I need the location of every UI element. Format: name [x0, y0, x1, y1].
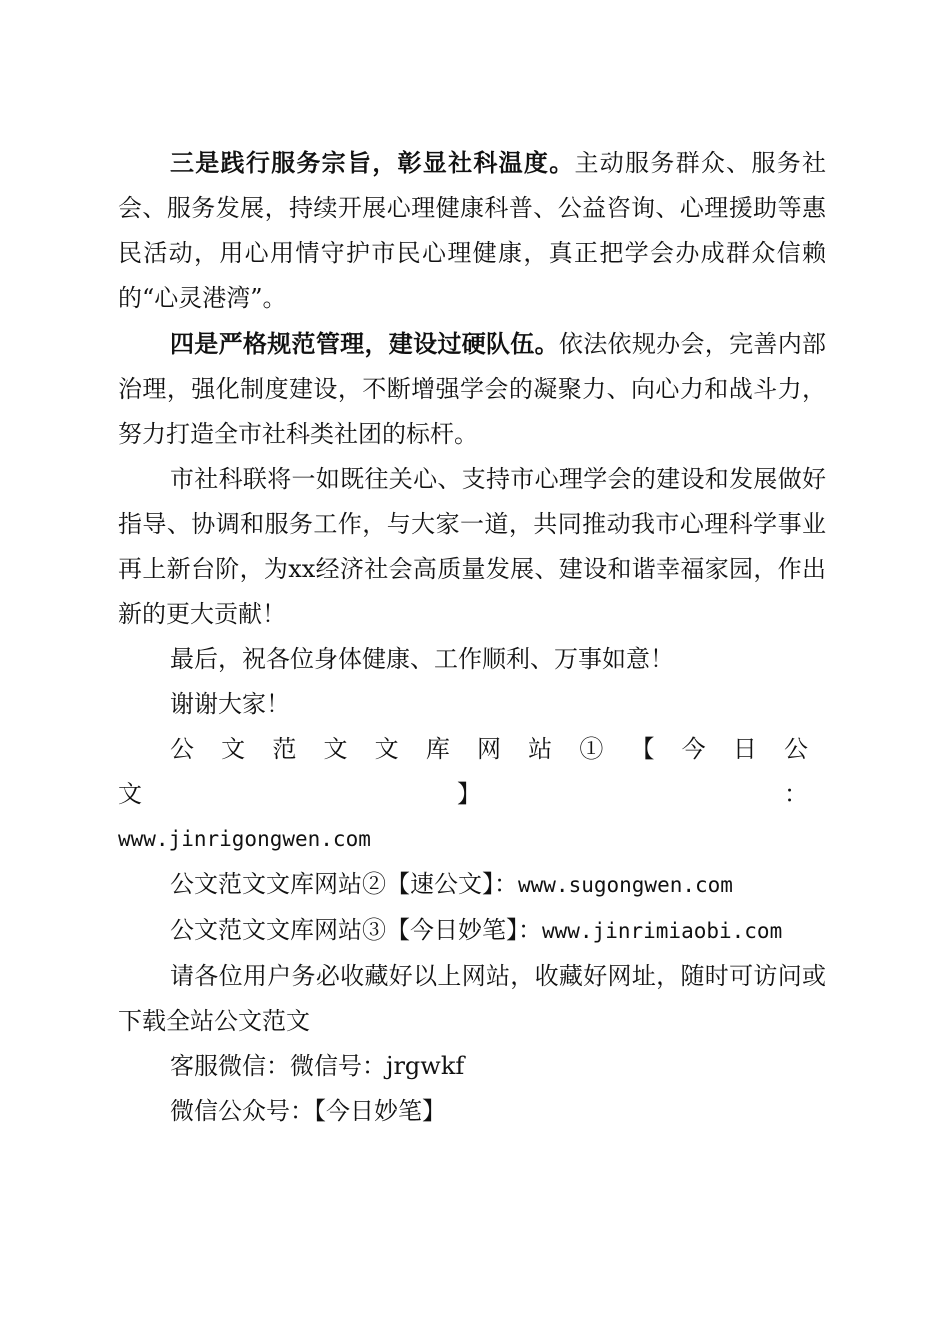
footer-site2-url: www.sugongwen.com: [518, 873, 733, 897]
document-body: [118, 140, 826, 1134]
paragraph-lead: 四是严格规范管理，建设过硬队伍。: [170, 329, 559, 358]
footer-site3-label: 公文范文文库网站③【今日妙笔】：: [170, 916, 542, 944]
footer-wechat-service: 客服微信：微信号：jrgwkf: [170, 1052, 465, 1080]
footer-site3-url: www.jinrimiaobi.com: [542, 919, 783, 943]
footer-site3: [118, 908, 826, 954]
paragraph-management: [118, 321, 826, 457]
footer-site2: [118, 862, 826, 908]
footer-site1-url: www.jinrigongwen.com: [118, 827, 371, 851]
paragraph-lead: 三是践行服务宗旨，彰显社科温度。: [170, 148, 575, 177]
paragraph-service: [118, 140, 826, 321]
paragraph-text: 依法依规办会，完善内部治理，强化制度建设，不断增强学会的凝聚力、向心力和战斗力，努力打造全市社科类社团的标杆。: [118, 330, 826, 448]
footer-notice: 请各位用户务必收藏好以上网站，收藏好网址，随时可访问或下载全站公文范文: [118, 962, 826, 1035]
paragraph-thanks: 谢谢大家！: [170, 690, 290, 718]
footer-site2-label: 公文范文文库网站②【速公文】：: [170, 870, 518, 898]
footer-site1-label: 公文范文文库网站①【今日公文】：: [118, 735, 826, 808]
footer-wechat-public: 微信公众号：【今日妙笔】: [170, 1097, 446, 1125]
paragraph-wishes: 最后，祝各位身体健康、工作顺利、万事如意！: [170, 645, 674, 673]
paragraph-closing: 市社科联将一如既往关心、支持市心理学会的建设和发展做好指导、协调和服务工作，与大家一道，共同推动我市心理科学事业再上新台阶，为xx经济社会高质量发展、建设和谐幸福家园，作出新的更大贡献！: [118, 465, 826, 628]
paragraph-text: 主动服务群众、服务社会、服务发展，持续开展心理健康科普、公益咨询、心理援助等惠民活动，用心用情守护市民心理健康，真正把学会办成群众信赖的“心灵港湾”。: [118, 149, 827, 312]
